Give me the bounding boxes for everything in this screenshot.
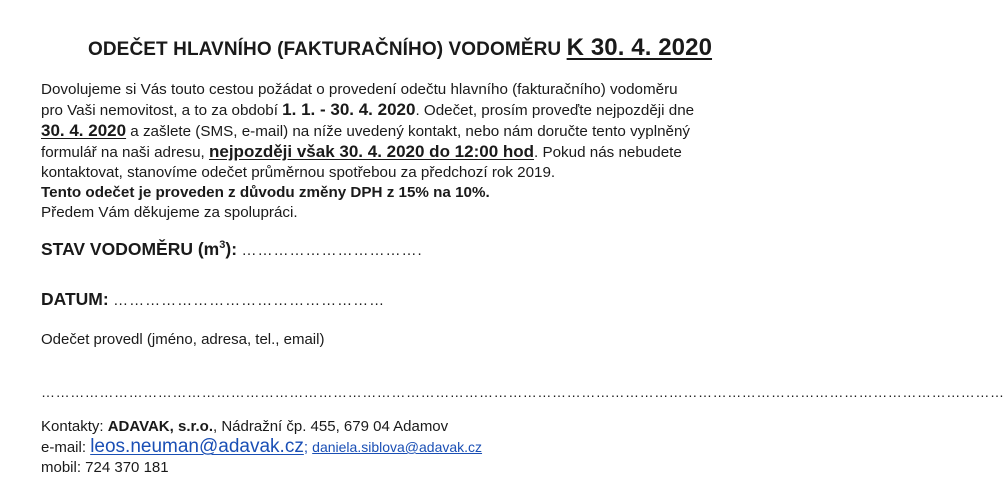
date-field[interactable] xyxy=(41,289,385,310)
instruction-paragraph xyxy=(41,80,781,223)
title-date: K 30. 4. 2020 xyxy=(566,34,713,61)
deadline-date: 30. 4. 2020 xyxy=(41,121,127,140)
date-blank[interactable]: …………………………………………… xyxy=(113,292,386,309)
deadline-time: nejpozději však 30. 4. 2020 do 12:00 hod xyxy=(209,142,535,161)
contacts-block xyxy=(41,417,482,478)
contacts-company-row: Kontakty: ADAVAK, s.r.o., Nádražní čp. 455, 679 04 Adamov xyxy=(41,418,449,435)
period-text: pro Vaši nemovitost, a to za období xyxy=(41,102,283,119)
reader-info-blank[interactable]: ……………………………………………………………………………………………………………………………………………………………………………… xyxy=(41,384,1005,400)
deadline-text: . Odečet, prosím proveďte nejpozději dne xyxy=(415,102,695,119)
send-text: a zašlete (SMS, e-mail) na níže uvedený kontakt, nebo nám doručte tento vyplněný xyxy=(126,123,691,140)
vat-note: Tento odečet je proveden z důvodu změny DPH z 15% na 10%. xyxy=(41,184,490,201)
contacts-mobile-row: mobil: 724 370 181 xyxy=(41,459,169,476)
title-main: ODEČET HLAVNÍHO (FAKTURAČNÍHO) VODOMĚRU xyxy=(87,39,562,60)
paragraph-line-3 xyxy=(41,121,781,142)
reader-info-label: Odečet provedl (jméno, adresa, tel., email) xyxy=(41,331,325,348)
email-link-1[interactable]: leos.neuman@adavak.cz xyxy=(90,436,304,457)
date-label: DATUM: xyxy=(41,289,109,309)
contact-text: . Pokud nás nebudete xyxy=(534,144,682,161)
document-title xyxy=(0,34,800,62)
period-dates: 1. 1. - 30. 4. 2020 xyxy=(282,100,416,119)
thanks-line: Předem Vám děkujeme za spolupráci. xyxy=(41,204,298,221)
meter-reading-label: STAV VODOMĚRU $(m^3)$: xyxy=(41,239,238,259)
paragraph-line-1: Dovolujeme si Vás touto cestou požádat o provedení odečtu hlavního (fakturačního) vodoměru xyxy=(41,81,678,98)
paragraph-line-4 xyxy=(41,142,781,163)
meter-reading-field[interactable] xyxy=(41,239,423,260)
address-text: formulář na naši adresu, xyxy=(41,144,209,161)
meter-reading-blank[interactable]: ……………………………. xyxy=(241,242,423,259)
contacts-email-row: e-mail: leos.neuman@adavak.cz; daniela.siblova@adavak.cz xyxy=(41,436,483,457)
paragraph-line-2 xyxy=(41,100,781,121)
company-name: ADAVAK, s.r.o. xyxy=(107,418,213,435)
paragraph-line-5: kontaktovat, stanovíme odečet průměrnou spotřebou za předchozí rok 2019. xyxy=(41,164,556,181)
email-link-2[interactable]: daniela.siblova@adavak.cz xyxy=(312,439,483,455)
